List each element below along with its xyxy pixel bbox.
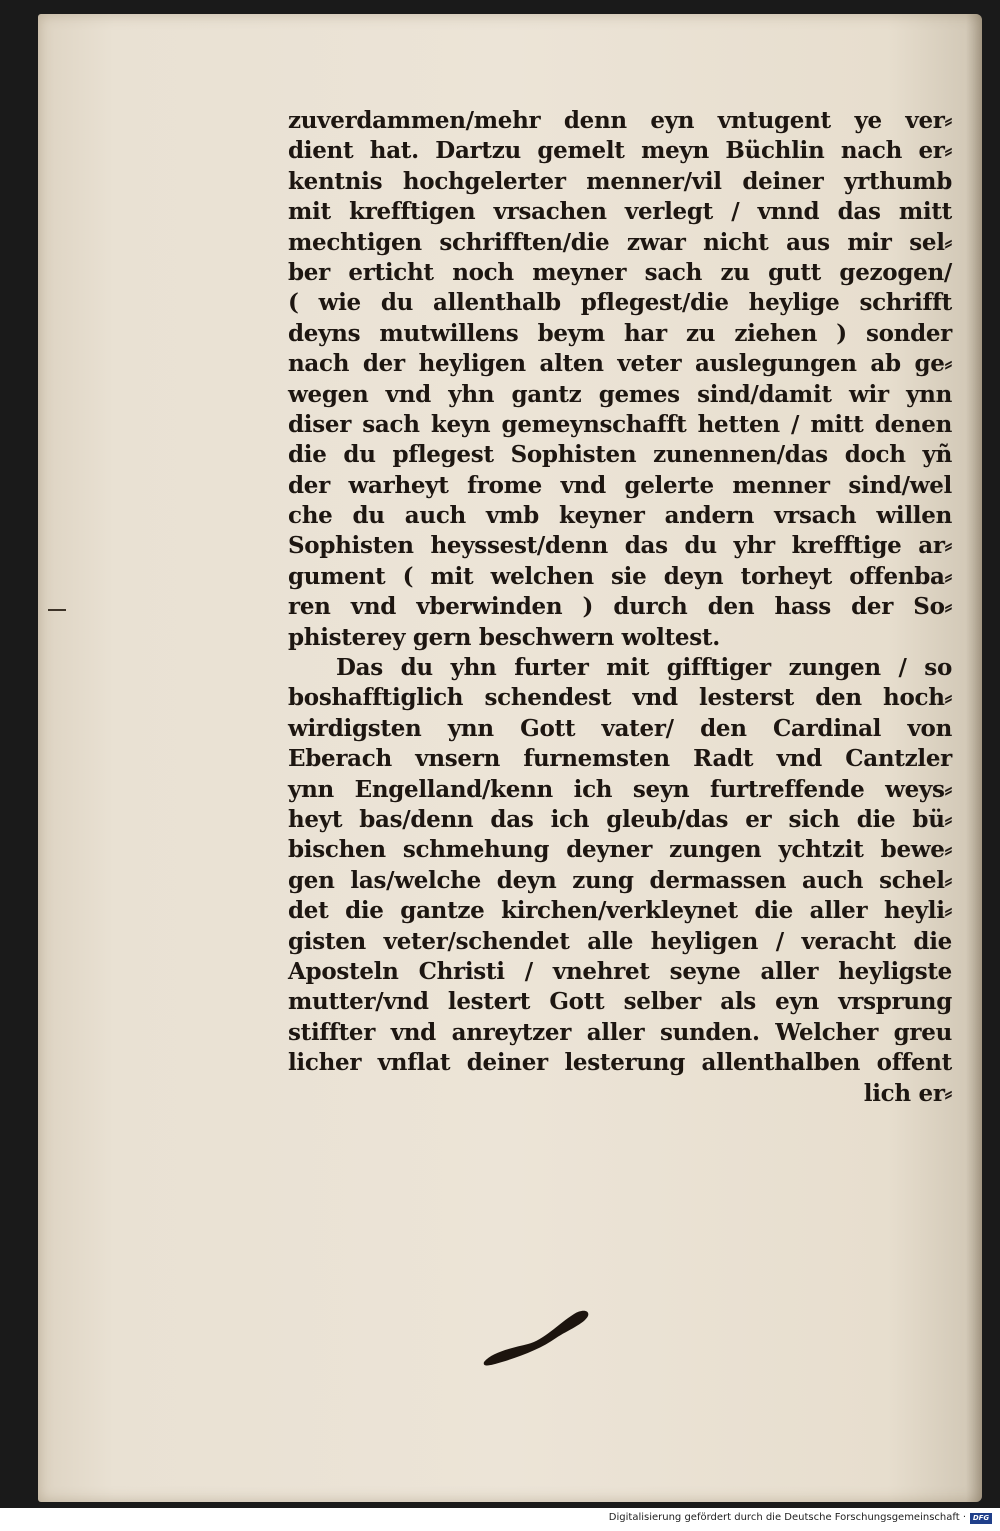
text-line: phisterey gern beschwern woltest. bbox=[288, 623, 720, 651]
text-line: Eberach vnsern furnemsten Radt vnd Cantzler bbox=[288, 745, 952, 773]
text-line: dient hat. Dartzu gemelt meyn Büchlin nach er⸗ bbox=[288, 137, 952, 165]
funding-credit: Digitalisierung gefördert durch die Deutsche Forschungsgemeinschaft · bbox=[608, 1512, 966, 1523]
text-line: ren vnd vberwinden ) durch den hass der So⸗ bbox=[288, 593, 952, 621]
text-line: heyt bas/denn das ich gleub/das er sich die bü⸗ bbox=[288, 805, 952, 833]
ink-stain bbox=[478, 1304, 598, 1374]
catchword: lich er⸗ bbox=[863, 1079, 952, 1107]
text-line: ynn Engelland/kenn ich seyn furtreffende weys⸗ bbox=[288, 775, 952, 803]
text-line: licher vnflat deiner lesterung allenthalben offent bbox=[288, 1049, 952, 1077]
text-line: boshafftiglich schendest vnd lesterst den hoch⸗ bbox=[288, 684, 952, 712]
text-line: Sophisten heyssest/denn das du yhr krefftige ar⸗ bbox=[288, 532, 952, 560]
text-line: bischen schmehung deyner zungen ychtzit bewe⸗ bbox=[288, 836, 952, 864]
text-line: ( wie du allenthalb pflegest/die heylige schrifft bbox=[288, 289, 952, 317]
footer-bar bbox=[0, 1508, 1000, 1531]
text-line: nach der heyligen alten veter auslegungen ab ge⸗ bbox=[288, 350, 952, 378]
text-line: mutter/vnd lestert Gott selber als eyn vrsprung bbox=[288, 988, 952, 1016]
text-line: mit krefftigen vrsachen verlegt / vnnd das mitt bbox=[288, 198, 952, 226]
text-line: Das du yhn furter mit gifftiger zungen / so bbox=[336, 654, 952, 682]
text-line: deyns mutwillens beym har zu ziehen ) sonder bbox=[288, 319, 952, 347]
text-line: zuverdammen/mehr denn eyn vntugent ye ver⸗ bbox=[288, 107, 952, 134]
text-line: mechtigen schrifften/die zwar nicht aus mir sel⸗ bbox=[288, 228, 952, 256]
text-line: gument ( mit welchen sie deyn torheyt offenba⸗ bbox=[288, 562, 952, 590]
text-line: wirdigsten ynn Gott vater/ den Cardinal von bbox=[288, 714, 952, 742]
text-line: kentnis hochgelerter menner/vil deiner yrthumb bbox=[288, 167, 952, 195]
text-line: die du pflegest Sophisten zunennen/das doch yñ bbox=[288, 441, 952, 469]
text-line: diser sach keyn gemeynschafft hetten / mitt denen bbox=[288, 410, 952, 438]
text-line: che du auch vmb keyner andern vrsach willen bbox=[288, 502, 952, 530]
text-line: der warheyt frome vnd gelerte menner sind/wel bbox=[288, 471, 952, 499]
text-line: Aposteln Christi / vnehret seyne aller heyligste bbox=[288, 957, 952, 985]
text-line: gen las/welche deyn zung dermassen auch schel⸗ bbox=[288, 866, 952, 894]
text-line: ber erticht noch meyner sach zu gutt gezogen/ bbox=[288, 258, 952, 286]
margin-mark bbox=[48, 609, 66, 611]
book-page bbox=[38, 14, 982, 1502]
page-edge-shadow bbox=[966, 14, 982, 1502]
text-block bbox=[288, 106, 952, 1109]
dfg-logo-icon: DFG bbox=[970, 1513, 992, 1524]
text-line: stiffter vnd anreytzer aller sunden. Welcher greu bbox=[288, 1018, 952, 1046]
text-line: det die gantze kirchen/verkleynet die aller heyli⸗ bbox=[288, 897, 952, 925]
text-line: wegen vnd yhn gantz gemes sind/damit wir ynn bbox=[288, 380, 952, 408]
text-line: gisten veter/schendet alle heyligen / veracht die bbox=[288, 927, 952, 955]
